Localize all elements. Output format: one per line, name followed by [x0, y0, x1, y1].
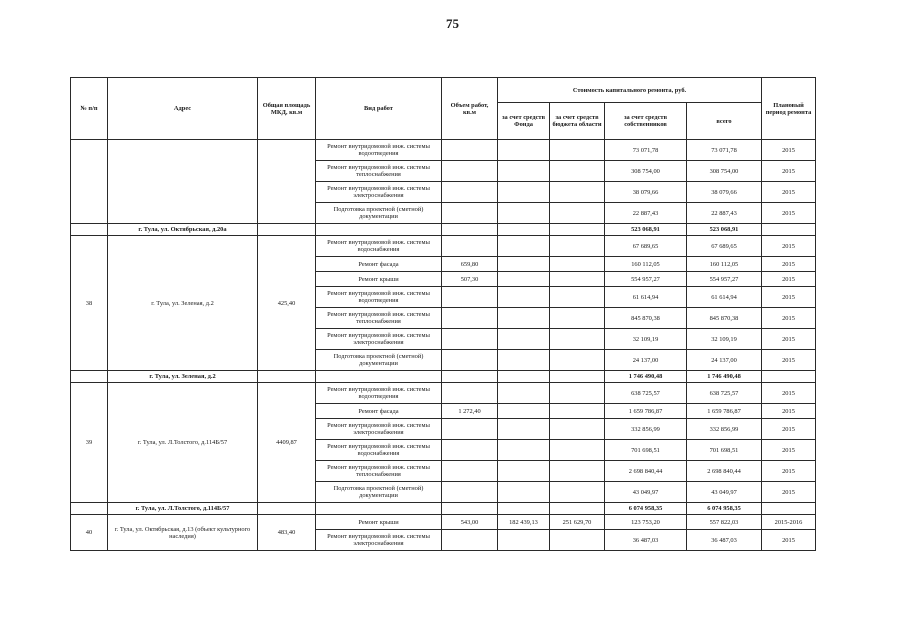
fund-cell [498, 203, 550, 224]
total-work-cell [316, 503, 442, 515]
volume-cell [442, 461, 498, 482]
header-owners: за счет средств собственников [605, 103, 687, 140]
page-number: 75 [446, 16, 459, 31]
period-cell: 2015 [762, 161, 816, 182]
owners-cell: 67 689,65 [605, 236, 687, 257]
fund-cell [498, 482, 550, 503]
region-cell [550, 530, 605, 551]
work-type-cell: Ремонт внутридомовой инж. системы электроснабжения [316, 419, 442, 440]
region-cell [550, 440, 605, 461]
period-cell: 2015 [762, 440, 816, 461]
period-cell: 2015 [762, 383, 816, 404]
total-cell: 38 079,66 [687, 182, 762, 203]
owners-cell: 61 614,94 [605, 287, 687, 308]
volume-cell [442, 236, 498, 257]
total-region-cell [550, 224, 605, 236]
header-cost-group: Стоимость капитального ремонта, руб. [498, 78, 762, 103]
total-cell: 332 856,99 [687, 419, 762, 440]
fund-cell [498, 161, 550, 182]
row-number: 39 [71, 383, 108, 503]
total-cell: 1 659 786,87 [687, 404, 762, 419]
volume-cell [442, 419, 498, 440]
fund-cell [498, 287, 550, 308]
volume-cell [442, 440, 498, 461]
total-cell: 554 957,27 [687, 272, 762, 287]
period-cell: 2015 [762, 272, 816, 287]
region-cell [550, 461, 605, 482]
volume-cell [442, 203, 498, 224]
table-header [71, 78, 816, 140]
owners-cell: 24 137,00 [605, 350, 687, 371]
region-cell [550, 308, 605, 329]
total-address-label: г. Тула, ул. Зеленая, д.2 [108, 371, 258, 383]
fund-cell [498, 257, 550, 272]
work-type-cell: Ремонт крыши [316, 272, 442, 287]
owners-cell: 73 071,78 [605, 140, 687, 161]
region-cell [550, 404, 605, 419]
total-row [71, 371, 816, 383]
region-cell [550, 182, 605, 203]
region-cell [550, 140, 605, 161]
fund-cell [498, 419, 550, 440]
period-cell: 2015 [762, 350, 816, 371]
period-cell: 2015 [762, 257, 816, 272]
region-cell [550, 287, 605, 308]
address-cell: г. Тула, ул. Зеленая, д.2 [108, 236, 258, 371]
total-period-cell [762, 503, 816, 515]
owners-cell: 22 887,43 [605, 203, 687, 224]
owners-cell: 123 753,20 [605, 515, 687, 530]
total-num-cell [71, 371, 108, 383]
fund-cell [498, 350, 550, 371]
owners-cell: 554 957,27 [605, 272, 687, 287]
table-row [71, 236, 816, 257]
total-region-cell [550, 371, 605, 383]
table-row [71, 140, 816, 161]
fund-cell [498, 140, 550, 161]
row-number [71, 140, 108, 224]
region-cell [550, 383, 605, 404]
period-cell: 2015-2016 [762, 515, 816, 530]
area-cell: 4409,87 [258, 383, 316, 503]
region-cell [550, 350, 605, 371]
owners-cell: 32 109,19 [605, 329, 687, 350]
total-period-cell [762, 224, 816, 236]
area-cell: 483,40 [258, 515, 316, 551]
total-period-cell [762, 371, 816, 383]
owners-cell: 43 049,97 [605, 482, 687, 503]
volume-cell [442, 308, 498, 329]
total-cell: 67 689,65 [687, 236, 762, 257]
total-owners-value: 6 074 958,35 [605, 503, 687, 515]
period-cell: 2015 [762, 530, 816, 551]
total-fund-cell [498, 503, 550, 515]
total-work-cell [316, 224, 442, 236]
region-cell [550, 203, 605, 224]
region-cell [550, 482, 605, 503]
total-num-cell [71, 503, 108, 515]
fund-cell [498, 440, 550, 461]
volume-cell [442, 482, 498, 503]
volume-cell: 543,00 [442, 515, 498, 530]
volume-cell: 507,30 [442, 272, 498, 287]
fund-cell [498, 329, 550, 350]
header-total: всего [687, 103, 762, 140]
header-address: Адрес [108, 78, 258, 140]
owners-cell: 1 659 786,87 [605, 404, 687, 419]
work-type-cell: Ремонт крыши [316, 515, 442, 530]
table-body [71, 140, 816, 551]
fund-cell [498, 272, 550, 287]
total-area-cell [258, 503, 316, 515]
total-cell: 36 487,03 [687, 530, 762, 551]
work-type-cell: Ремонт внутридомовой инж. системы водоотведения [316, 140, 442, 161]
region-cell [550, 329, 605, 350]
row-number: 40 [71, 515, 108, 551]
region-cell: 251 629,70 [550, 515, 605, 530]
region-cell [550, 257, 605, 272]
header-fund: за счет средств Фонда [498, 103, 550, 140]
total-owners-value: 1 746 490,48 [605, 371, 687, 383]
period-cell: 2015 [762, 419, 816, 440]
total-cell: 73 071,78 [687, 140, 762, 161]
total-work-cell [316, 371, 442, 383]
header-idx: № п/п [71, 78, 108, 140]
volume-cell [442, 161, 498, 182]
address-cell: г. Тула, ул. Л.Толстого, д.114Б/57 [108, 383, 258, 503]
header-period: Плановый период ремонта [762, 78, 816, 140]
owners-cell: 332 856,99 [605, 419, 687, 440]
row-number: 38 [71, 236, 108, 371]
fund-cell [498, 461, 550, 482]
work-type-cell: Ремонт фасада [316, 257, 442, 272]
total-cell: 61 614,94 [687, 287, 762, 308]
total-cell: 43 049,97 [687, 482, 762, 503]
period-cell: 2015 [762, 482, 816, 503]
owners-cell: 160 112,05 [605, 257, 687, 272]
region-cell [550, 161, 605, 182]
period-cell: 2015 [762, 308, 816, 329]
total-volume-cell [442, 224, 498, 236]
volume-cell [442, 530, 498, 551]
total-owners-value: 523 068,91 [605, 224, 687, 236]
region-cell [550, 419, 605, 440]
total-cell: 2 698 840,44 [687, 461, 762, 482]
total-fund-cell [498, 224, 550, 236]
fund-cell: 182 439,13 [498, 515, 550, 530]
owners-cell: 845 870,38 [605, 308, 687, 329]
address-cell: г. Тула, ул. Октябрьская, д.13 (объект культурного наследия) [108, 515, 258, 551]
owners-cell: 638 725,57 [605, 383, 687, 404]
work-type-cell: Ремонт внутридомовой инж. системы водоснабжения [316, 440, 442, 461]
work-type-cell: Ремонт внутридомовой инж. системы теплоснабжения [316, 308, 442, 329]
owners-cell: 38 079,66 [605, 182, 687, 203]
period-cell: 2015 [762, 203, 816, 224]
total-volume-cell [442, 371, 498, 383]
work-type-cell: Ремонт фасада [316, 404, 442, 419]
owners-cell: 36 487,03 [605, 530, 687, 551]
total-fund-cell [498, 371, 550, 383]
work-type-cell: Ремонт внутридомовой инж. системы водоотведения [316, 383, 442, 404]
volume-cell [442, 383, 498, 404]
total-cell: 557 822,03 [687, 515, 762, 530]
total-cell: 638 725,57 [687, 383, 762, 404]
work-type-cell: Ремонт внутридомовой инж. системы водоснабжения [316, 236, 442, 257]
region-cell [550, 236, 605, 257]
total-area-cell [258, 224, 316, 236]
total-row [71, 503, 816, 515]
header-region: за счет средств бюджета области [550, 103, 605, 140]
total-total-value: 6 074 958,35 [687, 503, 762, 515]
region-cell [550, 272, 605, 287]
total-area-cell [258, 371, 316, 383]
fund-cell [498, 404, 550, 419]
total-cell: 22 887,43 [687, 203, 762, 224]
fund-cell [498, 308, 550, 329]
address-cell [108, 140, 258, 224]
table-row [71, 383, 816, 404]
work-type-cell: Подготовка проектной (сметной) документации [316, 203, 442, 224]
owners-cell: 701 698,51 [605, 440, 687, 461]
total-region-cell [550, 503, 605, 515]
volume-cell [442, 329, 498, 350]
work-type-cell: Ремонт внутридомовой инж. системы электроснабжения [316, 182, 442, 203]
total-cell: 32 109,19 [687, 329, 762, 350]
owners-cell: 2 698 840,44 [605, 461, 687, 482]
capital-repair-table [70, 77, 816, 551]
work-type-cell: Подготовка проектной (сметной) документации [316, 482, 442, 503]
total-total-value: 1 746 490,48 [687, 371, 762, 383]
total-cell: 24 137,00 [687, 350, 762, 371]
period-cell: 2015 [762, 182, 816, 203]
period-cell: 2015 [762, 404, 816, 419]
owners-cell: 308 754,00 [605, 161, 687, 182]
total-address-label: г. Тула, ул. Октябрьская, д.20а [108, 224, 258, 236]
work-type-cell: Ремонт внутридомовой инж. системы электроснабжения [316, 329, 442, 350]
total-address-label: г. Тула, ул. Л.Толстого, д.114Б/57 [108, 503, 258, 515]
fund-cell [498, 383, 550, 404]
total-cell: 845 870,38 [687, 308, 762, 329]
header-volume: Объем работ, кв.м [442, 78, 498, 140]
total-cell: 160 112,05 [687, 257, 762, 272]
period-cell: 2015 [762, 140, 816, 161]
fund-cell [498, 182, 550, 203]
work-type-cell: Ремонт внутридомовой инж. системы теплоснабжения [316, 461, 442, 482]
total-volume-cell [442, 503, 498, 515]
total-total-value: 523 068,91 [687, 224, 762, 236]
volume-cell [442, 287, 498, 308]
table-row [71, 515, 816, 530]
fund-cell [498, 530, 550, 551]
header-area: Общая площадь МКД, кв.м [258, 78, 316, 140]
work-type-cell: Ремонт внутридомовой инж. системы водоотведения [316, 287, 442, 308]
work-type-cell: Ремонт внутридомовой инж. системы электроснабжения [316, 530, 442, 551]
period-cell: 2015 [762, 329, 816, 350]
volume-cell: 1 272,40 [442, 404, 498, 419]
period-cell: 2015 [762, 236, 816, 257]
volume-cell: 659,80 [442, 257, 498, 272]
total-num-cell [71, 224, 108, 236]
volume-cell [442, 350, 498, 371]
total-cell: 701 698,51 [687, 440, 762, 461]
volume-cell [442, 140, 498, 161]
header-work-type: Вид работ [316, 78, 442, 140]
work-type-cell: Подготовка проектной (сметной) документации [316, 350, 442, 371]
total-row [71, 224, 816, 236]
period-cell: 2015 [762, 287, 816, 308]
work-type-cell: Ремонт внутридомовой инж. системы теплоснабжения [316, 161, 442, 182]
total-cell: 308 754,00 [687, 161, 762, 182]
area-cell: 425,40 [258, 236, 316, 371]
volume-cell [442, 182, 498, 203]
area-cell [258, 140, 316, 224]
period-cell: 2015 [762, 461, 816, 482]
fund-cell [498, 236, 550, 257]
